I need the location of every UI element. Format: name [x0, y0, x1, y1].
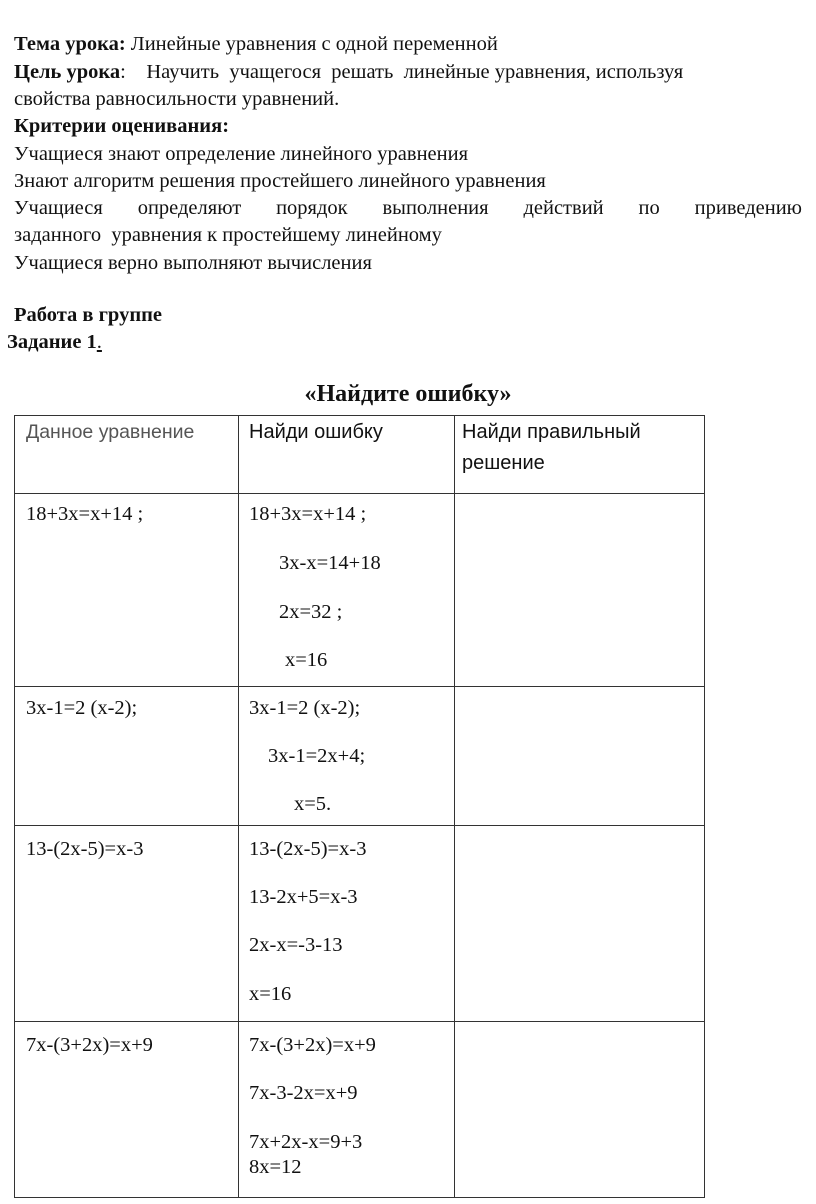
task-dot: .	[96, 331, 102, 353]
step-line: 8x=12	[249, 1156, 302, 1178]
steps-cell	[239, 826, 455, 1022]
given-equation: 3x-1=2 (x-2);	[26, 697, 138, 719]
step-line: x=5.	[294, 793, 332, 815]
step-line: 18+3x=x+14 ;	[249, 503, 367, 525]
topic-label: Тема урока:	[14, 33, 126, 55]
task-line	[7, 329, 102, 355]
step-line: 2x-x=-3-13	[249, 934, 343, 956]
step-line: 13-(2x-5)=x-3	[249, 838, 367, 860]
given-equation: 7x-(3+2x)=x+9	[26, 1034, 153, 1056]
answer-cell[interactable]	[455, 494, 705, 687]
criteria-item-4: Учащиеся верно выполняют вычисления	[14, 252, 372, 274]
steps-cell	[239, 687, 455, 826]
step-line: 7x-3-2x=x+9	[249, 1082, 358, 1104]
table-row	[15, 826, 705, 1022]
steps-cell	[239, 494, 455, 687]
criteria-item-1: Учащиеся знают определение линейного уравнения	[14, 143, 469, 165]
step-line: 13-2x+5=x-3	[249, 886, 358, 908]
goal-line-1: Научить учащегося решать линейные уравнения, используя	[146, 61, 684, 83]
header-find-error	[239, 416, 455, 494]
given-cell	[15, 687, 239, 826]
criteria-heading-line	[14, 113, 229, 139]
header-given	[15, 416, 239, 494]
lesson-goal	[14, 59, 683, 85]
step-line: 3x-1=2x+4;	[268, 745, 366, 767]
goal-colon: :	[120, 61, 126, 83]
steps-cell	[239, 1022, 455, 1198]
step-line: 3x-x=14+18	[279, 552, 381, 574]
table-row	[15, 1022, 705, 1198]
header-given-label: Данное уравнение	[26, 421, 195, 443]
given-cell	[15, 494, 239, 687]
given-cell	[15, 826, 239, 1022]
group-work-label: Работа в группе	[14, 304, 163, 326]
step-line: 7x-(3+2x)=x+9	[249, 1034, 376, 1056]
step-line: 7x+2x-x=9+3	[249, 1131, 363, 1153]
given-equation: 18+3x=x+14 ;	[26, 503, 144, 525]
table-row	[15, 494, 705, 687]
criteria-item-3: Учащиеся определяют порядок выполнения действий по приведению	[14, 197, 802, 219]
header-find-error-label: Найди ошибку	[249, 421, 383, 443]
criteria-item-2: Знают алгоритм решения простейшего линейного уравнения	[14, 170, 546, 192]
goal-line-2: свойства равносильности уравнений.	[14, 88, 340, 110]
header-correct-label-2: решение	[462, 452, 545, 474]
criteria-item-3-cont: заданного уравнения к простейшему линейному	[14, 224, 442, 246]
step-line: x=16	[249, 983, 292, 1005]
step-line: x=16	[285, 649, 328, 671]
step-line: 2x=32 ;	[279, 601, 343, 623]
header-correct-solution	[455, 416, 705, 494]
criteria-label: Критерии оценивания:	[14, 115, 230, 137]
header-correct-label-1: Найди правильный	[462, 421, 641, 443]
task-label: Задание 1	[7, 331, 97, 353]
exercise-title: «Найдите ошибку»	[304, 381, 512, 407]
table-row	[15, 687, 705, 826]
answer-cell[interactable]	[455, 1022, 705, 1198]
step-line: 3x-1=2 (x-2);	[249, 697, 361, 719]
exercise-table	[14, 415, 705, 1198]
given-equation: 13-(2x-5)=x-3	[26, 838, 144, 860]
answer-cell[interactable]	[455, 687, 705, 826]
table-header-row	[15, 416, 705, 494]
answer-cell[interactable]	[455, 826, 705, 1022]
goal-label: Цель урока	[14, 61, 121, 83]
given-cell	[15, 1022, 239, 1198]
topic-value: Линейные уравнения с одной переменной	[130, 33, 498, 55]
group-work-line	[14, 302, 162, 328]
lesson-topic	[14, 31, 498, 57]
